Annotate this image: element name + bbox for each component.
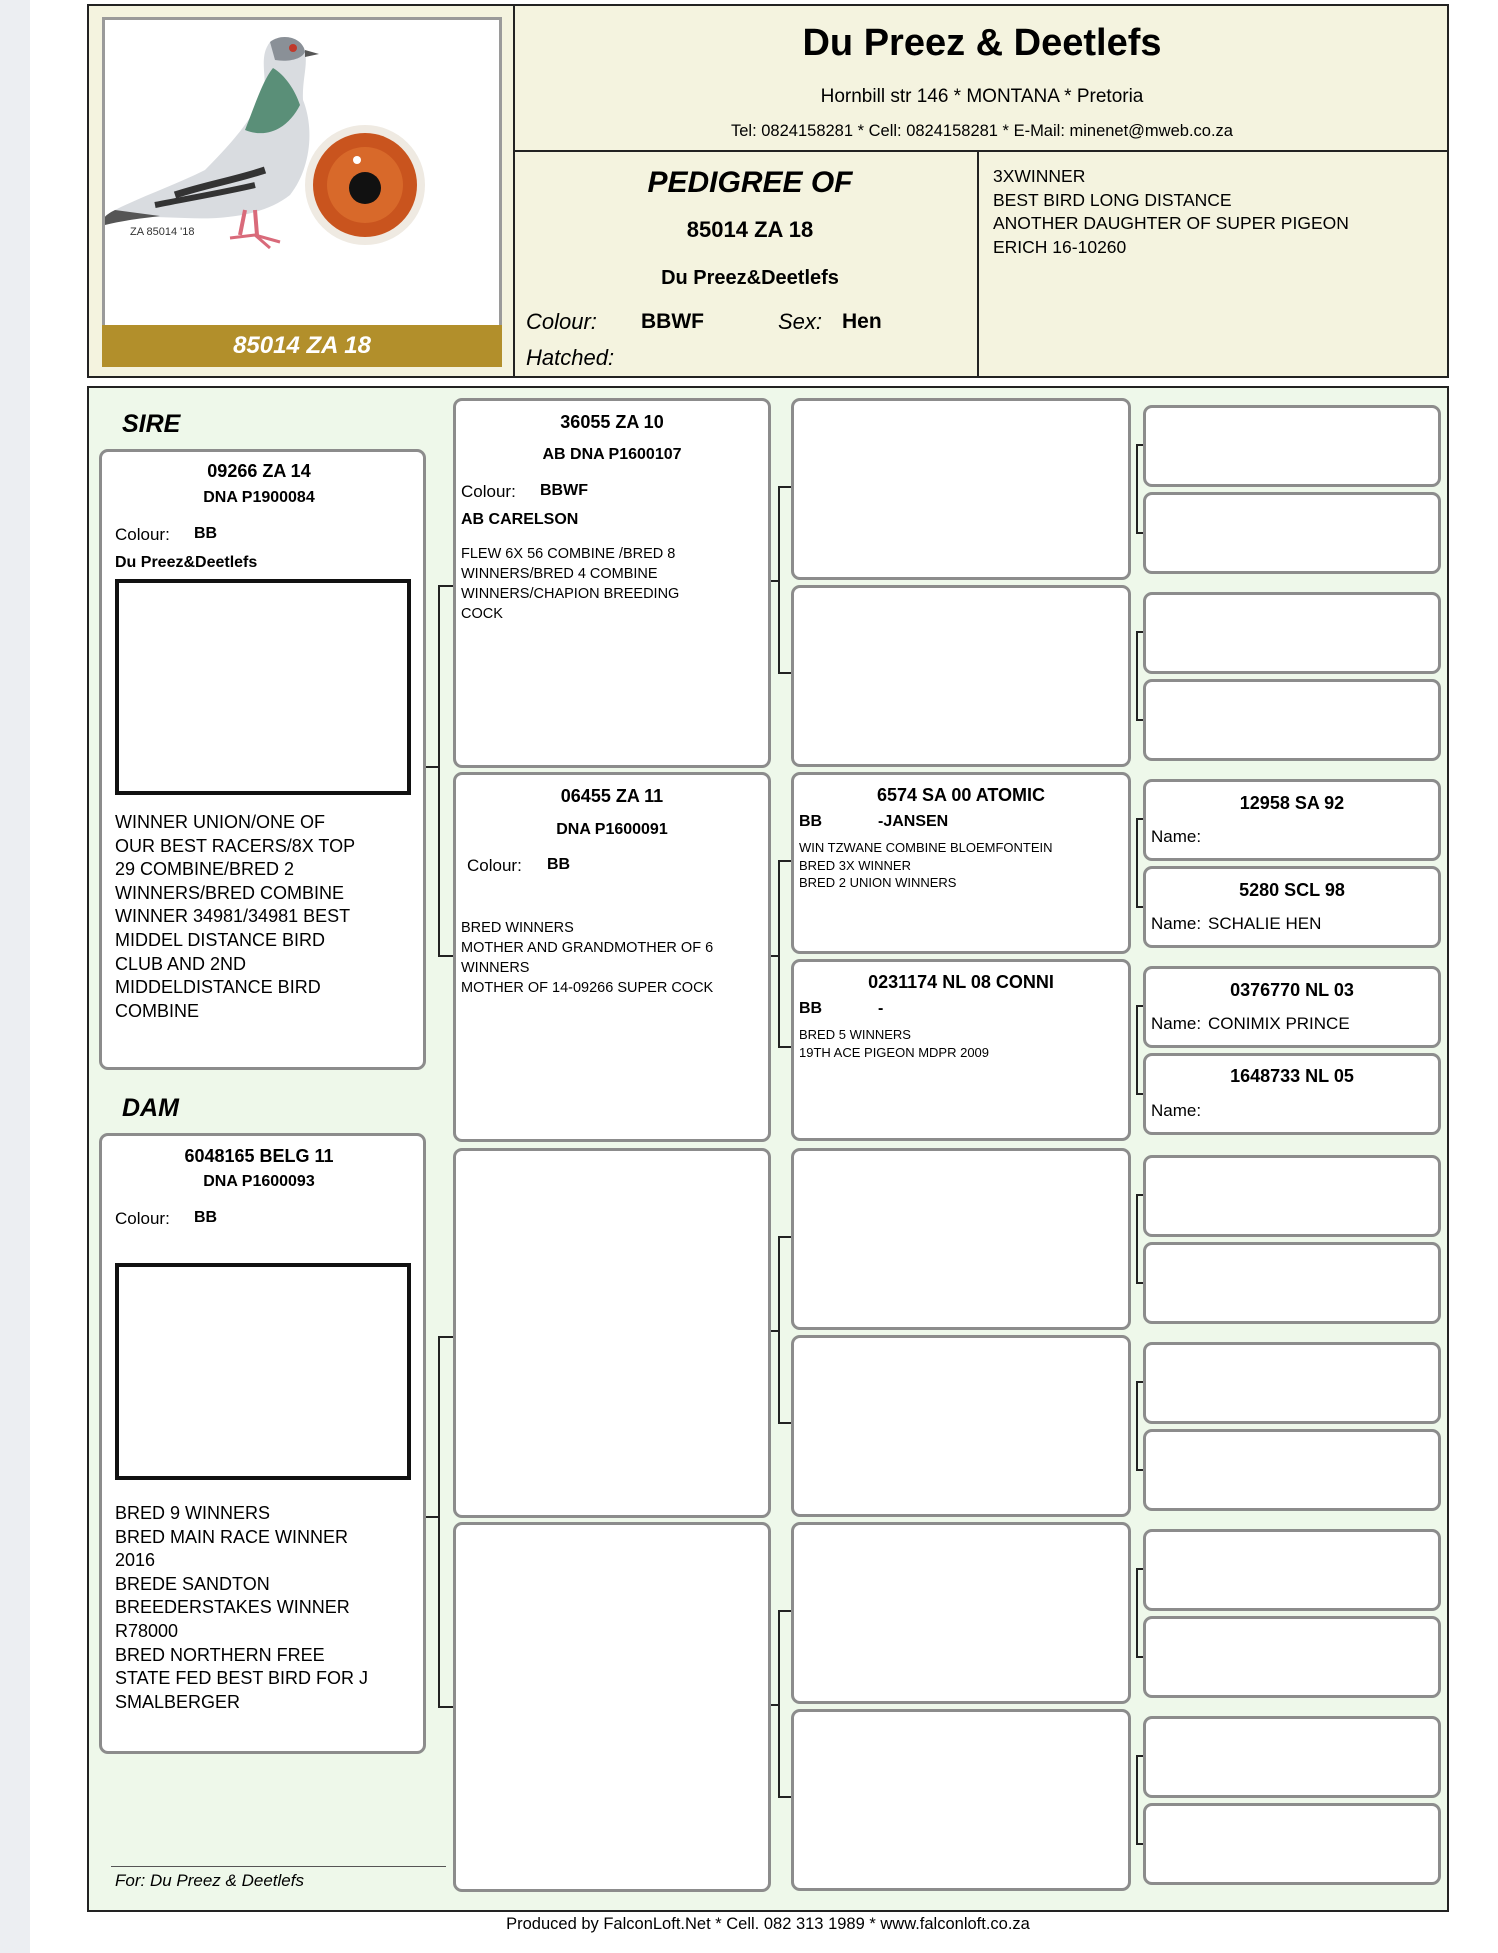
sire-sire-colour-label: Colour: (461, 482, 516, 501)
gen4-card-7 (1143, 966, 1441, 1048)
bracket-g3-5 (1136, 1194, 1143, 1284)
gen4-card-4 (1143, 679, 1441, 761)
bracket-g3-7 (1136, 1568, 1143, 1658)
gen4-7-ring: 0376770 NL 03 (1230, 980, 1354, 1000)
gen3-card-2 (791, 585, 1131, 767)
dam-colour: BB (194, 1209, 218, 1226)
sire-section-label: SIRE (122, 410, 181, 438)
dam-section-label: DAM (122, 1094, 179, 1122)
pedigree-owner: Du Preez&Deetlefs (661, 267, 839, 289)
sire-dam-colour: BB (547, 856, 571, 873)
gen4-5-ring: 12958 SA 92 (1239, 793, 1345, 813)
sd-dam-name: - (878, 1000, 884, 1017)
pigeon-illustration-icon (105, 20, 499, 330)
bracket-g2-2-stub (771, 955, 778, 957)
gen4-5-name-label: Name: (1151, 827, 1202, 846)
pedigree-colour-label: Colour: (526, 309, 597, 334)
header-divider (515, 150, 1449, 152)
gen4-card-11 (1143, 1342, 1441, 1424)
bracket-g3-1 (1136, 444, 1143, 534)
gen4-card-3 (1143, 592, 1441, 674)
gen4-card-10 (1143, 1242, 1441, 1324)
gen4-card-13 (1143, 1529, 1441, 1611)
bracket-sire (438, 585, 453, 957)
dam-sire-card (453, 1148, 771, 1518)
bracket-g2-2 (778, 860, 791, 1048)
footer-for: For: Du Preez & Deetlefs (115, 1871, 304, 1890)
bracket-g3-8 (1136, 1755, 1143, 1845)
dam-notes: BRED 9 WINNERS BRED MAIN RACE WINNER 2016 BREDE SANDTON BREEDERSTAKES WINNER R78000 BRED NORTHERN FREE STATE FED BEST BIRD FOR J SMALBERGER (115, 1503, 369, 1712)
gen4-card-9 (1143, 1155, 1441, 1237)
gen4-card-1 (1143, 405, 1441, 487)
bracket-g2-3 (778, 1236, 791, 1424)
sd-dam-notes: BRED 5 WINNERS 19TH ACE PIGEON MDPR 2009 (799, 1027, 990, 1060)
bracket-dam-stub (426, 1516, 438, 1518)
gen4-card-12 (1143, 1429, 1441, 1511)
gen4-card-16 (1143, 1803, 1441, 1885)
bracket-g3-4 (1136, 1005, 1143, 1095)
gen4-6-ring: 5280 SCL 98 (1239, 880, 1345, 900)
breeder-contact: Tel: 0824158281 * Cell: 0824158281 * E-Mail: minenet@mweb.co.za (731, 122, 1233, 140)
sire-dna: DNA P1900084 (203, 489, 315, 506)
gen4-card-14 (1143, 1616, 1441, 1698)
bracket-dam (438, 1336, 453, 1708)
dam-ring: 6048165 BELG 11 (184, 1146, 334, 1166)
sire-dam-colour-label: Colour: (467, 856, 522, 875)
sd-sire-name: -JANSEN (878, 813, 949, 830)
bracket-g3-3 (1136, 818, 1143, 908)
gen4-card-6 (1143, 866, 1441, 948)
gen3-card-5 (791, 1148, 1131, 1330)
sd-sire-ring: 6574 SA 00 ATOMIC (876, 785, 1046, 805)
bracket-g2-1-stub (771, 580, 778, 582)
sire-sire-colour: BBWF (540, 482, 588, 499)
footer-produced: Produced by FalconLoft.Net * Cell. 082 313 1989 * www.falconloft.co.za (506, 1915, 1030, 1933)
bracket-g3-6 (1136, 1381, 1143, 1471)
sire-sire-notes: FLEW 6X 56 COMBINE /BRED 8 WINNERS/BRED 4 COMBINE WINNERS/CHAPION BREEDING COCK (461, 546, 680, 622)
gen3-card-6 (791, 1335, 1131, 1517)
pigeon-photo (102, 17, 502, 367)
sire-owner: Du Preez&Deetlefs (115, 554, 258, 571)
bracket-g2-3-stub (771, 1330, 778, 1332)
gen4-7-name: CONIMIX PRINCE (1208, 1014, 1350, 1033)
sire-dam-ring: 06455 ZA 11 (560, 786, 664, 806)
pedigree-hatched-label: Hatched: (526, 345, 615, 370)
bracket-g2-1 (778, 486, 791, 674)
gen4-8-name-label: Name: (1151, 1101, 1202, 1120)
sire-notes: WINNER UNION/ONE OF OUR BEST RACERS/8X TOP 29 COMBINE/BRED 2 WINNERS/BRED COMBINE WINNER 34981/34981 BEST MIDDEL DISTANCE BIRD CLUB AND 2ND MIDDELDISTANCE BIRD COMBINE (115, 812, 356, 1021)
gen4-7-name-label: Name: (1151, 1014, 1202, 1033)
breeder-address: Hornbill str 146 * MONTANA * Pretoria (820, 86, 1144, 107)
signature-line (111, 1866, 446, 1867)
sire-dam-dna: DNA P1600091 (556, 821, 668, 838)
gen4-8-ring: 1648733 NL 05 (1230, 1066, 1354, 1086)
gen3-card-7 (791, 1522, 1131, 1704)
dam-photo-placeholder (115, 1263, 411, 1480)
sire-sire-dna: AB DNA P1600107 (542, 446, 682, 463)
sire-dam-notes: BRED WINNERS MOTHER AND GRANDMOTHER OF 6 WINNERS MOTHER OF 14-09266 SUPER COCK (461, 920, 714, 996)
breeder-title: Du Preez & Deetlefs (802, 22, 1162, 64)
gen4-6-name: SCHALIE HEN (1208, 914, 1322, 933)
gen4-card-2 (1143, 492, 1441, 574)
sire-ring: 09266 ZA 14 (207, 461, 311, 481)
sire-colour-label: Colour: (115, 525, 170, 544)
sire-colour: BB (194, 525, 218, 542)
bracket-g2-4-stub (771, 1704, 778, 1706)
pedigree-remarks: 3XWINNER BEST BIRD LONG DISTANCE ANOTHER DAUGHTER OF SUPER PIGEON ERICH 16-10260 (993, 166, 1349, 257)
pedigree-ring: 85014 ZA 18 (686, 217, 814, 242)
dam-dam-card (453, 1522, 771, 1892)
sire-sire-name: AB CARELSON (461, 511, 579, 528)
pedigree-colour: BBWF (641, 310, 704, 333)
dam-dna: DNA P1600093 (203, 1173, 315, 1190)
pedigree-sex: Hen (842, 310, 882, 333)
gen4-6-name-label: Name: (1151, 914, 1202, 933)
sd-sire-notes: WIN TZWANE COMBINE BLOEMFONTEIN BRED 3X WINNER BRED 2 UNION WINNERS (799, 840, 1053, 890)
sd-dam-ring: 0231174 NL 08 CONNI (868, 972, 1054, 992)
photo-ring-tag: ZA 85014 '18 (130, 226, 195, 238)
sire-photo-placeholder (115, 579, 411, 795)
photo-label: 85014 ZA 18 (102, 325, 502, 367)
sd-dam-colour: BB (799, 1000, 823, 1017)
page-gutter (0, 0, 30, 1953)
pedigree-heading: PEDIGREE OF (647, 166, 853, 199)
gen3-card-8 (791, 1709, 1131, 1891)
gen4-card-5 (1143, 779, 1441, 861)
bracket-g2-4 (778, 1610, 791, 1798)
bracket-g3-2 (1136, 631, 1143, 721)
gen4-card-15 (1143, 1716, 1441, 1798)
dam-colour-label: Colour: (115, 1209, 170, 1228)
bracket-sire-stub (426, 766, 438, 768)
sd-sire-colour: BB (799, 813, 823, 830)
gen3-card-1 (791, 398, 1131, 580)
pedigree-sex-label: Sex: (778, 309, 823, 334)
sire-sire-ring: 36055 ZA 10 (560, 412, 664, 432)
